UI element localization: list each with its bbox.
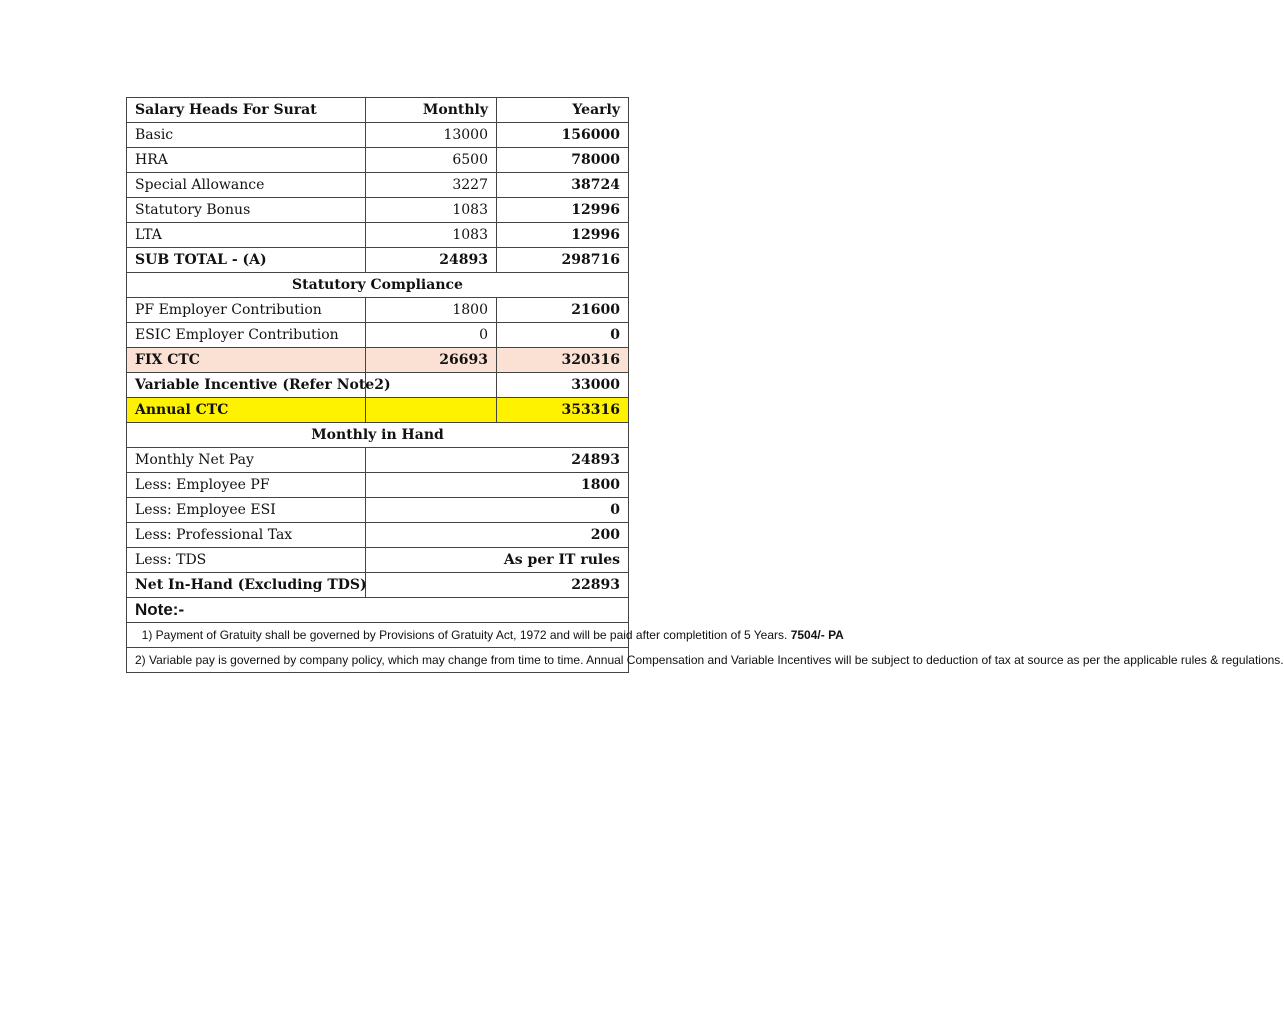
note-title-row (127, 598, 629, 623)
note-1-text: 1) Payment of Gratuity shall be governed by Provisions of Gratuity Act, 1972 and will be paid after completition of 5 Years. (141, 628, 788, 642)
row-monthly: 13000 (366, 123, 497, 148)
table-row (127, 448, 629, 473)
table-row (127, 523, 629, 548)
row-head: Statutory Bonus (127, 198, 366, 223)
row-yearly: 156000 (497, 123, 629, 148)
row-monthly: 1800 (366, 298, 497, 323)
subtotal-monthly: 24893 (366, 248, 497, 273)
note-1-amount: 7504/- PA (790, 628, 844, 642)
row-head: Special Allowance (127, 173, 366, 198)
row-monthly: 1083 (366, 223, 497, 248)
annual-ctc-row (127, 398, 629, 423)
table-row (127, 223, 629, 248)
net-inhand-row (127, 573, 629, 598)
header-row (127, 98, 629, 123)
table-row (127, 198, 629, 223)
note-1 (127, 623, 844, 648)
inhand-title: Monthly in Hand (127, 423, 629, 448)
table-row (127, 148, 629, 173)
annual-ctc-monthly (366, 398, 497, 423)
row-yearly: 38724 (497, 173, 629, 198)
annual-ctc-head: Annual CTC (127, 398, 366, 423)
row-head: PF Employer Contribution (127, 298, 366, 323)
subtotal-yearly: 298716 (497, 248, 629, 273)
row-yearly: 21600 (497, 298, 629, 323)
row-monthly: 3227 (366, 173, 497, 198)
table-row (127, 473, 629, 498)
header-yearly: Yearly (497, 98, 629, 123)
table-row (127, 298, 629, 323)
note-title: Note:- (127, 598, 629, 623)
row-yearly: 0 (497, 323, 629, 348)
row-yearly: 78000 (497, 148, 629, 173)
row-head: Basic (127, 123, 366, 148)
fix-ctc-row (127, 348, 629, 373)
section-row (127, 423, 629, 448)
row-head: Monthly Net Pay (127, 448, 366, 473)
fix-ctc-head: FIX CTC (127, 348, 366, 373)
row-head: Less: TDS (127, 548, 366, 573)
row-monthly: 1083 (366, 198, 497, 223)
row-head: Less: Employee ESI (127, 498, 366, 523)
annual-ctc-yearly: 353316 (497, 398, 629, 423)
table-row (127, 548, 629, 573)
fix-ctc-yearly: 320316 (497, 348, 629, 373)
table-row (127, 173, 629, 198)
table-row (127, 123, 629, 148)
statutory-title: Statutory Compliance (127, 273, 629, 298)
row-value: 1800 (366, 473, 629, 498)
row-monthly: 0 (366, 323, 497, 348)
row-yearly: 12996 (497, 223, 629, 248)
row-value: 0 (366, 498, 629, 523)
row-head: Less: Employee PF (127, 473, 366, 498)
row-monthly: 6500 (366, 148, 497, 173)
note-row (127, 623, 629, 648)
row-yearly: 12996 (497, 198, 629, 223)
subtotal-row (127, 248, 629, 273)
table-row (127, 323, 629, 348)
header-head: Salary Heads For Surat (127, 98, 366, 123)
section-row (127, 273, 629, 298)
row-value: As per IT rules (366, 548, 629, 573)
note-2: 2) Variable pay is governed by company policy, which may change from time to time. Annual Compensation and Variable Incentives will be subject to deduction of tax at source as per the applicable rules & regulations. (127, 648, 629, 673)
variable-yearly: 33000 (497, 373, 629, 398)
variable-head: Variable Incentive (Refer Note2) (127, 373, 366, 398)
row-value: 24893 (366, 448, 629, 473)
row-value: 200 (366, 523, 629, 548)
row-head: HRA (127, 148, 366, 173)
note-row (127, 648, 629, 673)
row-head: Less: Professional Tax (127, 523, 366, 548)
row-head: ESIC Employer Contribution (127, 323, 366, 348)
variable-row (127, 373, 629, 398)
row-head: LTA (127, 223, 366, 248)
salary-table (126, 97, 1284, 673)
subtotal-head: SUB TOTAL - (A) (127, 248, 366, 273)
fix-ctc-monthly: 26693 (366, 348, 497, 373)
net-inhand-value: 22893 (366, 573, 629, 598)
header-monthly: Monthly (366, 98, 497, 123)
table-row (127, 498, 629, 523)
net-inhand-head: Net In-Hand (Excluding TDS) (127, 573, 366, 598)
